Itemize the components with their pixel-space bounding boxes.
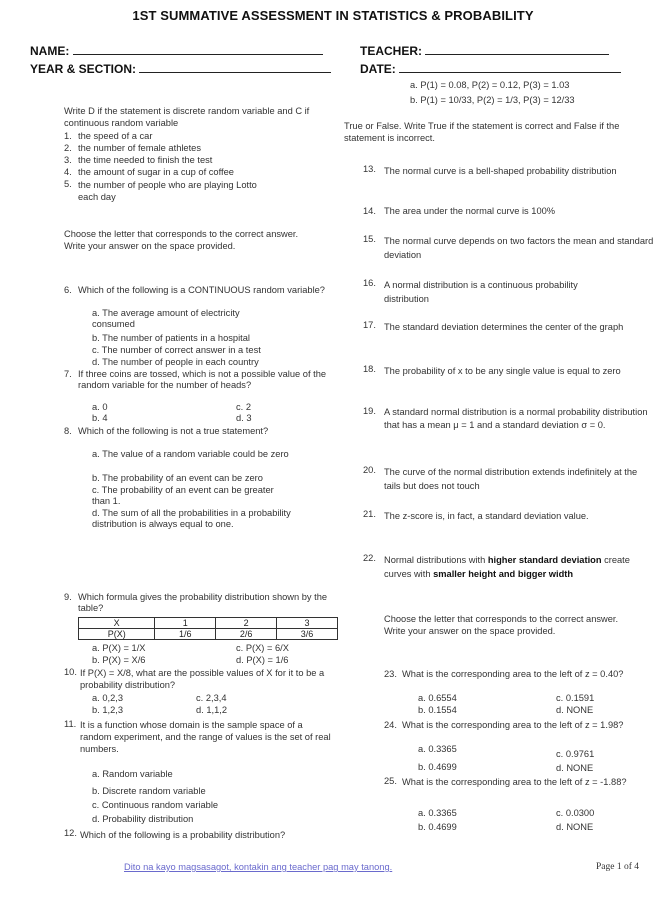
option-b-prob: b. P(1) = 10/33, P(2) = 1/3, P(3) = 12/33 bbox=[410, 95, 575, 105]
q23-option-a: a. 0.6554 bbox=[418, 693, 457, 703]
question-number: 11. bbox=[64, 719, 77, 729]
table-cell: 3 bbox=[277, 618, 338, 629]
q24-option-c: c. 0.9761 bbox=[556, 749, 595, 759]
q10-option-b: b. 1,2,3 bbox=[92, 705, 124, 715]
question-number: 10. bbox=[64, 667, 77, 677]
table-cell: X bbox=[79, 618, 155, 629]
q8-option-c: c. The probability of an event can be greater than 1. bbox=[92, 485, 274, 506]
instruction-dc: Write D if the statement is discrete random variable and C if continuous random variable bbox=[64, 106, 310, 128]
question-number: 25. bbox=[384, 776, 397, 786]
question-number: 20. bbox=[363, 465, 376, 475]
q7-option-c: c. 2 bbox=[236, 402, 251, 412]
item-number: 3. bbox=[64, 155, 72, 165]
q25-option-d: d. NONE bbox=[556, 822, 594, 832]
q24-option-d: d. NONE bbox=[556, 763, 594, 773]
q9-option-b: b. P(X) = X/6 bbox=[92, 655, 146, 665]
q6-option-b: b. The number of patients in a hospital bbox=[92, 333, 250, 343]
table-row bbox=[79, 618, 338, 629]
question-number: 24. bbox=[384, 720, 397, 730]
question-number: 18. bbox=[363, 364, 376, 374]
question-15: The normal curve depends on two factors the mean and standard deviation bbox=[384, 236, 654, 260]
q25-option-b: b. 0.4699 bbox=[418, 822, 457, 832]
item-number: 1. bbox=[64, 131, 72, 141]
q9-option-d: d. P(X) = 1/6 bbox=[236, 655, 289, 665]
question-number: 16. bbox=[363, 278, 376, 288]
q11-option-c: c. Continuous random variable bbox=[92, 800, 219, 810]
document-title: 1ST SUMMATIVE ASSESSMENT IN STATISTICS & PROBABILITY bbox=[132, 8, 534, 23]
q7-option-a: a. 0 bbox=[92, 402, 108, 412]
question-number: 15. bbox=[363, 234, 376, 244]
q11-option-a: a. Random variable bbox=[92, 769, 173, 779]
q11-option-d: d. Probability distribution bbox=[92, 814, 194, 824]
question-8: Which of the following is not a true statement? bbox=[78, 426, 269, 436]
q25-option-a: a. 0.3365 bbox=[418, 808, 457, 818]
q22-bold-2: smaller height and bigger width bbox=[433, 569, 574, 579]
item-text: the number of people who are playing Lotto each day bbox=[78, 180, 257, 202]
date-label: DATE: bbox=[360, 62, 396, 76]
question-7: If three coins are tossed, which is not a possible value of the random variable for the number of heads? bbox=[78, 369, 327, 390]
q11-option-b: b. Discrete random variable bbox=[92, 786, 206, 796]
table-cell: P(X) bbox=[79, 629, 155, 640]
question-20: The curve of the normal distribution extends indefinitely at the tails but does not touch bbox=[384, 467, 638, 491]
question-number: 22. bbox=[363, 553, 376, 563]
q24-option-b: b. 0.4699 bbox=[418, 762, 457, 772]
question-18: The probability of x to be any single value is equal to zero bbox=[384, 366, 621, 376]
date-line bbox=[399, 62, 621, 73]
q8-option-a: a. The value of a random variable could be zero bbox=[92, 449, 289, 459]
footer-note-link[interactable]: Dito na kayo magsasagot, kontakin ang teacher pag may tanong. bbox=[124, 862, 393, 872]
item-text: the amount of sugar in a cup of coffee bbox=[78, 167, 234, 177]
teacher-field[interactable] bbox=[360, 44, 609, 58]
section-label: YEAR & SECTION: bbox=[30, 62, 137, 76]
date-field[interactable] bbox=[360, 62, 621, 76]
question-6: Which of the following is a CONTINUOUS random variable? bbox=[78, 285, 325, 295]
question-25: What is the corresponding area to the left of z = -1.88? bbox=[402, 777, 627, 787]
question-10: If P(X) = X/8, what are the possible values of X for it to be a probability distribution? bbox=[80, 668, 325, 690]
table-cell: 1 bbox=[155, 618, 216, 629]
question-number: 13. bbox=[363, 164, 376, 174]
question-number: 17. bbox=[363, 320, 376, 330]
question-9: Which formula gives the probability distribution shown by the table? bbox=[78, 592, 328, 613]
name-line bbox=[73, 44, 323, 55]
q8-option-d: d. The sum of all the probabilities in a probability distribution is always equal to one. bbox=[92, 508, 291, 529]
q22-text: Normal distributions with bbox=[384, 555, 488, 565]
q22-bold-1: higher standard deviation bbox=[487, 555, 602, 565]
question-21: The z-score is, in fact, a standard deviation value. bbox=[384, 511, 589, 521]
question-22 bbox=[384, 553, 646, 581]
q23-option-b: b. 0.1554 bbox=[418, 705, 457, 715]
question-number: 21. bbox=[363, 509, 376, 519]
question-number: 7. bbox=[64, 369, 72, 379]
q24-option-a: a. 0.3365 bbox=[418, 744, 457, 754]
q8-option-b: b. The probability of an event can be zero bbox=[92, 473, 263, 483]
instruction-true-false: True or False. Write True if the statement is correct and False if the statement is incorrect. bbox=[344, 121, 620, 143]
table-cell: 2/6 bbox=[216, 629, 277, 640]
option-a-prob: a. P(1) = 0.08, P(2) = 0.12, P(3) = 1.03 bbox=[410, 80, 570, 90]
table-cell: 2 bbox=[216, 618, 277, 629]
table-row bbox=[79, 629, 338, 640]
question-number: 9. bbox=[64, 592, 72, 602]
q10-option-c: c. 2,3,4 bbox=[196, 693, 227, 703]
item-number: 4. bbox=[64, 167, 72, 177]
section-line bbox=[139, 62, 331, 73]
question-number: 8. bbox=[64, 426, 72, 436]
instruction-choose: Choose the letter that corresponds to the correct answer. Write your answer on the space provided. bbox=[64, 229, 299, 251]
name-field[interactable] bbox=[30, 44, 323, 58]
question-number: 6. bbox=[64, 285, 72, 295]
q10-option-d: d. 1,1,2 bbox=[196, 705, 228, 715]
question-number: 19. bbox=[363, 406, 376, 416]
question-23: What is the corresponding area to the left of z = 0.40? bbox=[402, 669, 624, 679]
question-17: The standard deviation determines the center of the graph bbox=[384, 322, 624, 332]
question-12: Which of the following is a probability distribution? bbox=[80, 830, 286, 840]
question-11: It is a function whose domain is the sample space of a random experiment, and the range of values is the set of real numbers. bbox=[80, 720, 331, 754]
instruction-choose-2: Choose the letter that corresponds to the correct answer. Write your answer on the space provided. bbox=[384, 614, 619, 636]
teacher-line bbox=[425, 44, 609, 55]
question-13: The normal curve is a bell-shaped probability distribution bbox=[384, 166, 617, 176]
q9-option-c: c. P(X) = 6/X bbox=[236, 643, 289, 653]
q6-option-c: c. The number of correct answer in a test bbox=[92, 345, 261, 355]
q6-option-d: d. The number of people in each country bbox=[92, 357, 259, 367]
table-cell: 1/6 bbox=[155, 629, 216, 640]
question-number: 14. bbox=[363, 206, 376, 216]
item-number: 2. bbox=[64, 143, 72, 153]
item-text: the speed of a car bbox=[78, 131, 153, 141]
q7-option-b: b. 4 bbox=[92, 413, 108, 423]
q9-option-a: a. P(X) = 1/X bbox=[92, 643, 146, 653]
page-number: Page 1 of 4 bbox=[596, 862, 640, 872]
question-number: 23. bbox=[384, 669, 397, 679]
table-cell: 3/6 bbox=[277, 629, 338, 640]
question-number: 12. bbox=[64, 828, 77, 838]
item-text: the number of female athletes bbox=[78, 143, 201, 153]
question-19: A standard normal distribution is a normal probability distribution that has a mean μ = 1 and a standard deviation σ = 0. bbox=[384, 407, 648, 430]
q7-option-d: d. 3 bbox=[236, 413, 252, 423]
item-text: the time needed to finish the test bbox=[78, 155, 213, 165]
teacher-label: TEACHER: bbox=[360, 44, 422, 58]
section-field[interactable] bbox=[30, 62, 331, 76]
name-label: NAME: bbox=[30, 44, 70, 58]
probability-table bbox=[78, 617, 338, 640]
q10-option-a: a. 0,2,3 bbox=[92, 693, 124, 703]
q23-option-d: d. NONE bbox=[556, 705, 594, 715]
item-number: 5. bbox=[64, 179, 72, 189]
q6-option-a: a. The average amount of electricity consumed bbox=[92, 308, 240, 329]
question-16: A normal distribution is a continuous probability distribution bbox=[384, 280, 578, 304]
q25-option-c: c. 0.0300 bbox=[556, 808, 595, 818]
question-14: The area under the normal curve is 100% bbox=[384, 206, 556, 216]
question-24: What is the corresponding area to the left of z = 1.98? bbox=[402, 720, 624, 730]
q23-option-c: c. 0.1591 bbox=[556, 693, 595, 703]
q22-text: create curves with bbox=[384, 555, 630, 579]
